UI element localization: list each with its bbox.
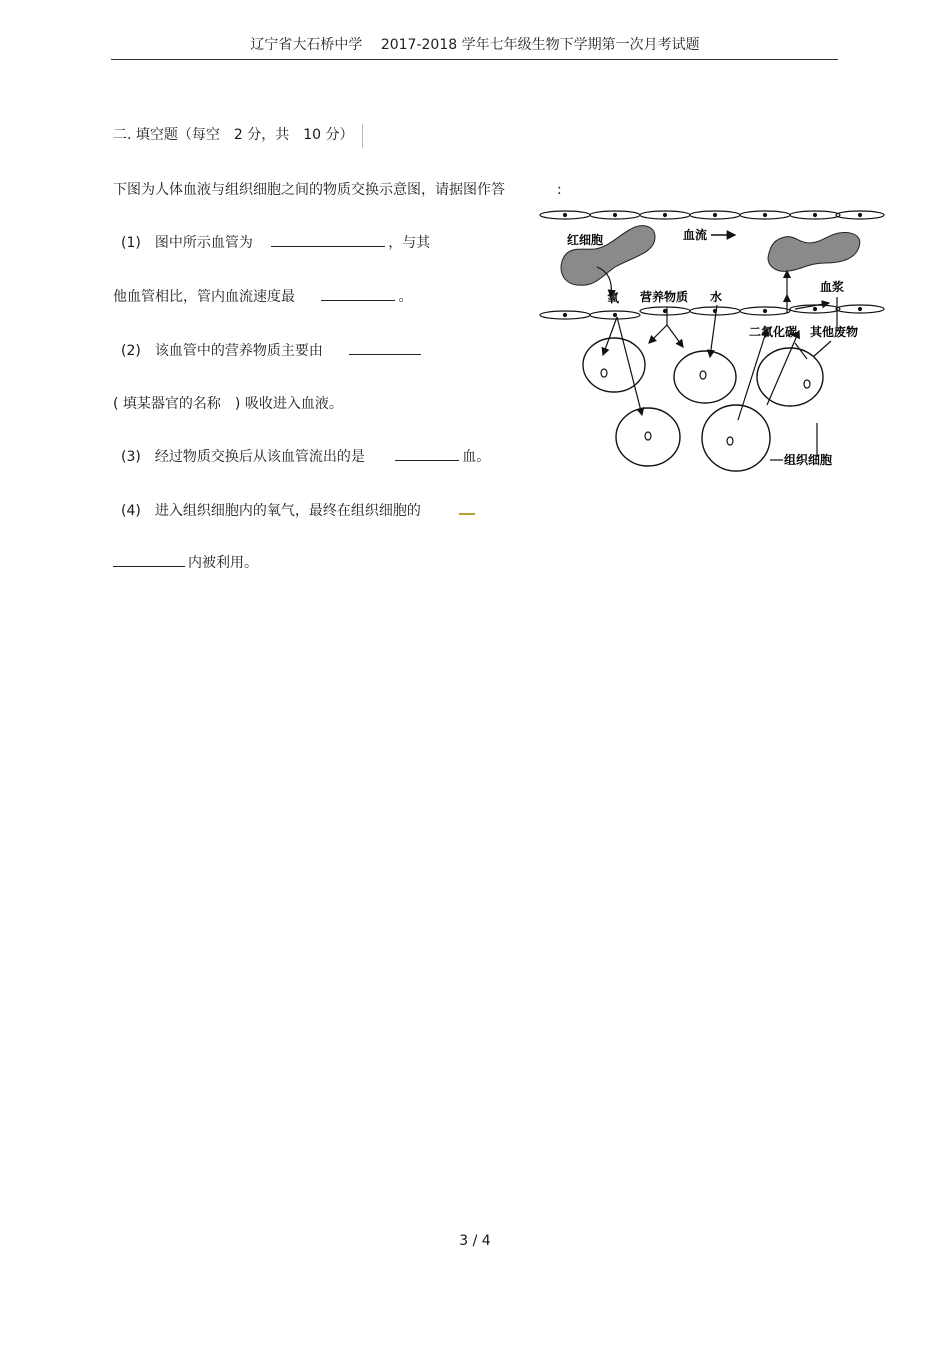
question-2-line-2: ( 填某器官的名称 ) 吸收进入血液。 [113, 396, 343, 412]
label-red-cell: 红细胞 [567, 233, 604, 247]
capillary-wall-top [540, 211, 884, 219]
answer-blank-5[interactable] [113, 552, 185, 567]
question-1-line-2 [113, 286, 412, 306]
intro-text: 下图为人体血液与组织细胞之间的物质交换示意图，请据图作答 [113, 182, 505, 198]
red-blood-cell-right [768, 233, 860, 272]
label-co2: 二氧化碳 [749, 325, 798, 339]
question-3-line [121, 446, 490, 466]
question-4-number: (4) [121, 503, 141, 519]
question-4-text: 进入组织细胞内的氧气，最终在组织细胞的 [154, 503, 421, 519]
question-2-number: (2) [121, 343, 141, 359]
label-waste: 其他废物 [810, 325, 859, 339]
question-2-text: 该血管中的营养物质主要由 [154, 343, 323, 359]
label-plasma: 血浆 [820, 280, 845, 294]
question-1-text-tail: ，与其 [388, 235, 431, 251]
answer-blank-4[interactable] [395, 446, 459, 461]
answer-blank-mark [459, 499, 475, 515]
header-divider [111, 59, 838, 60]
capillary-exchange-diagram [537, 205, 887, 480]
capillary-wall-bottom [540, 305, 884, 319]
intro-line [113, 179, 562, 199]
question-2-line-1 [121, 340, 424, 360]
section-heading: 二. 填空题（每空 2 分，共 10 分） [113, 124, 363, 148]
question-1-text: 图中所示血管为 [154, 235, 253, 251]
answer-blank-3[interactable] [349, 340, 421, 355]
page-header-title: 辽宁省大石桥中学 2017-2018 学年七年级生物下学期第一次月考试题 [250, 37, 700, 53]
label-water: 水 [710, 290, 723, 304]
question-1-line-2-tail: 。 [398, 289, 413, 305]
question-4-line-1 [121, 499, 478, 520]
question-1-number: (1) [121, 235, 141, 251]
question-4-line-2 [113, 552, 258, 572]
answer-blank-1[interactable] [271, 232, 385, 247]
intro-colon: : [557, 182, 562, 198]
question-3-text-tail: 血。 [462, 449, 491, 465]
answer-blank-2[interactable] [321, 286, 395, 301]
question-3-number: (3) [121, 449, 141, 465]
page-number: 3 / 4 [459, 1233, 491, 1249]
question-1-line-2-text: 他血管相比，管内血流速度最 [113, 289, 295, 305]
label-blood-flow: 血流 [683, 228, 708, 242]
question-4-line-2-text: 内被利用。 [188, 555, 258, 571]
label-tissue-cell: 组织细胞 [784, 453, 833, 467]
question-1-line-1 [121, 232, 430, 252]
label-nutrients: 营养物质 [640, 290, 689, 304]
label-oxygen: 氧 [607, 291, 620, 305]
question-3-text: 经过物质交换后从该血管流出的是 [154, 449, 365, 465]
